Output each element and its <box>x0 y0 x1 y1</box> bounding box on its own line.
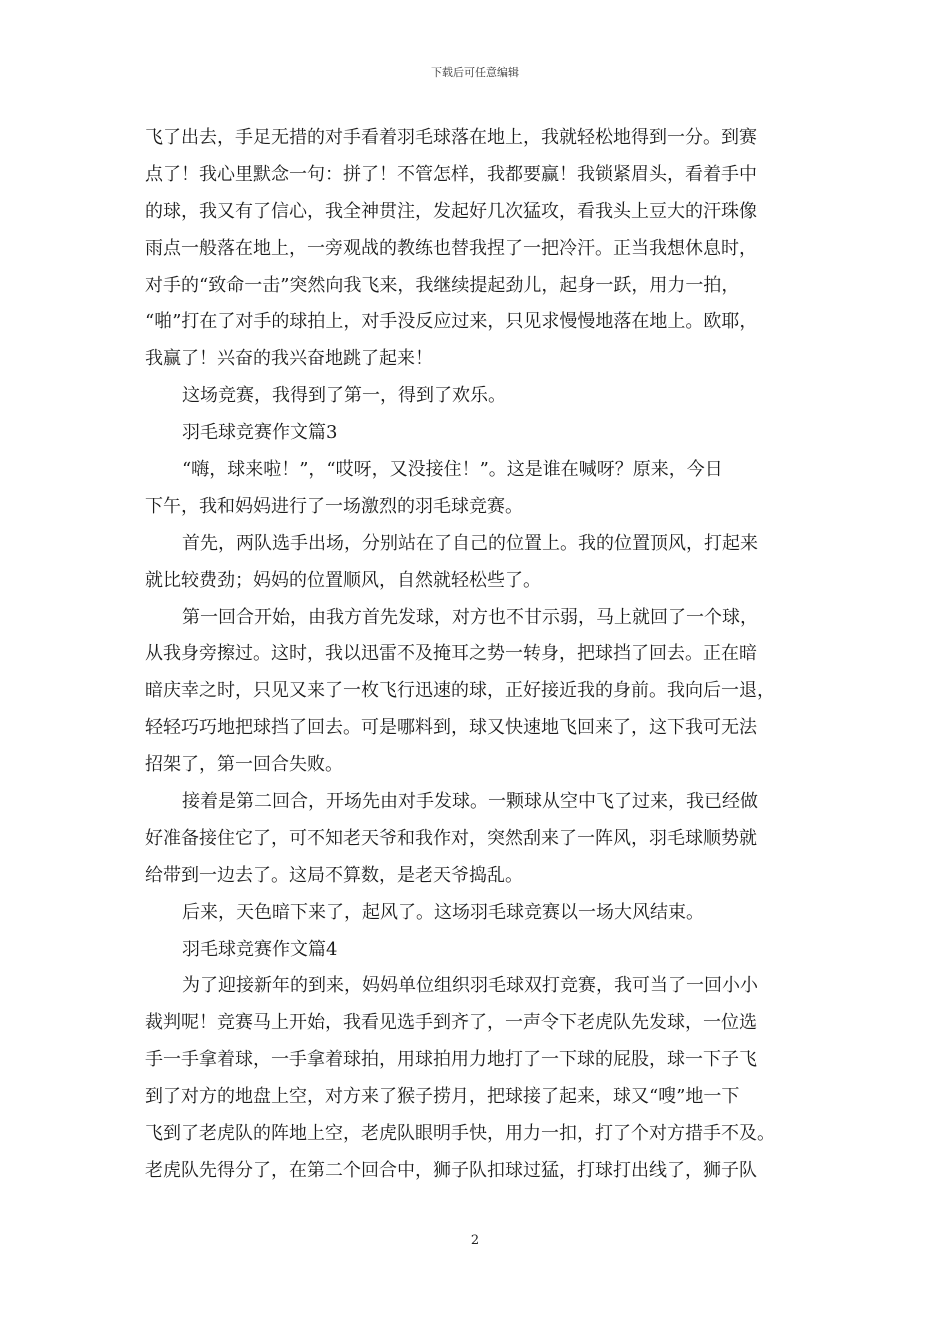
text-line: 老虎队先得分了，在第二个回合中，狮子队扣球过猛，打球打出线了，狮子队 <box>145 1159 757 1181</box>
text-line: 就比较费劲；妈妈的位置顺风，自然就轻松些了。 <box>145 569 541 591</box>
text-line: 的球，我又有了信心，我全神贯注，发起好几次猛攻，看我头上豆大的汗珠像 <box>145 200 757 222</box>
text-line: 雨点一般落在地上，一旁观战的教练也替我捏了一把冷汗。正当我想休息时， <box>145 237 757 259</box>
text-line: 羽毛球竞赛作文篇4 <box>182 938 338 960</box>
text-line: 这场竞赛，我得到了第一，得到了欢乐。 <box>182 385 506 407</box>
text-line: 从我身旁擦过。这时，我以迅雷不及掩耳之势一转身，把球挡了回去。正在暗 <box>145 643 757 665</box>
text-line: 暗庆幸之时，只见又来了一枚飞行迅速的球，正好接近我的身前。我向后一退， <box>145 680 775 702</box>
text-line: 好准备接住它了，可不知老天爷和我作对，突然刮来了一阵风，羽毛球顺势就 <box>145 827 757 849</box>
text-line: 第一回合开始，由我方首先发球，对方也不甘示弱，马上就回了一个球， <box>182 606 758 628</box>
text-line: 为了迎接新年的到来，妈妈单位组织羽毛球双打竞赛，我可当了一回小小 <box>182 975 758 997</box>
text-line: 招架了，第一回合失败。 <box>145 754 343 776</box>
text-line: 我赢了！兴奋的我兴奋地跳了起来！ <box>145 348 433 370</box>
text-line: “啪”打在了对手的球拍上，对手没反应过来，只见求慢慢地落在地上。欧耶， <box>145 311 758 333</box>
text-line: 飞了出去，手足无措的对手看着羽毛球落在地上，我就轻松地得到一分。到赛 <box>145 127 757 148</box>
text-line: 下午，我和妈妈进行了一场激烈的羽毛球竞赛。 <box>145 495 523 517</box>
page-header: 下载后可任意编辑 <box>431 66 519 79</box>
text-line: 后来，天色暗下来了，起风了。这场羽毛球竞赛以一场大风结束。 <box>182 901 704 923</box>
text-line: 手一手拿着球，一手拿着球拍，用球拍用力地打了一下球的屁股，球一下子飞 <box>145 1049 757 1071</box>
document-body <box>145 120 820 1190</box>
text-line: 给带到一边去了。这局不算数，是老天爷捣乱。 <box>145 864 523 886</box>
text-line: 飞到了老虎队的阵地上空，老虎队眼明手快，用力一扣，打了个对方措手不及。 <box>145 1123 775 1145</box>
text-line: 到了对方的地盘上空，对方来了猴子捞月，把球接了起来，球又“嗖”地一下 <box>145 1086 740 1108</box>
text-line: 对手的“致命一击”突然向我飞来，我继续提起劲儿，起身一跃，用力一拍， <box>145 274 740 296</box>
text-line: 接着是第二回合，开场先由对手发球。一颗球从空中飞了过来，我已经做 <box>182 791 758 813</box>
text-line: 首先，两队选手出场，分别站在了自己的位置上。我的位置顶风，打起来 <box>182 532 758 554</box>
text-line: 点了！我心里默念一句：拼了！不管怎样，我都要赢！我锁紧眉头，看着手中 <box>145 163 757 185</box>
text-line: 轻轻巧巧地把球挡了回去。可是哪料到，球又快速地飞回来了，这下我可无法 <box>145 717 757 739</box>
text-line: “嗨，球来啦！”，“哎呀，又没接住！”。这是谁在喊呀？原来，今日 <box>182 459 723 481</box>
page-number: 2 <box>470 1233 480 1248</box>
text-line: 羽毛球竞赛作文篇3 <box>182 422 338 444</box>
text-line: 裁判呢！竞赛马上开始，我看见选手到齐了，一声令下老虎队先发球，一位选 <box>145 1012 757 1034</box>
